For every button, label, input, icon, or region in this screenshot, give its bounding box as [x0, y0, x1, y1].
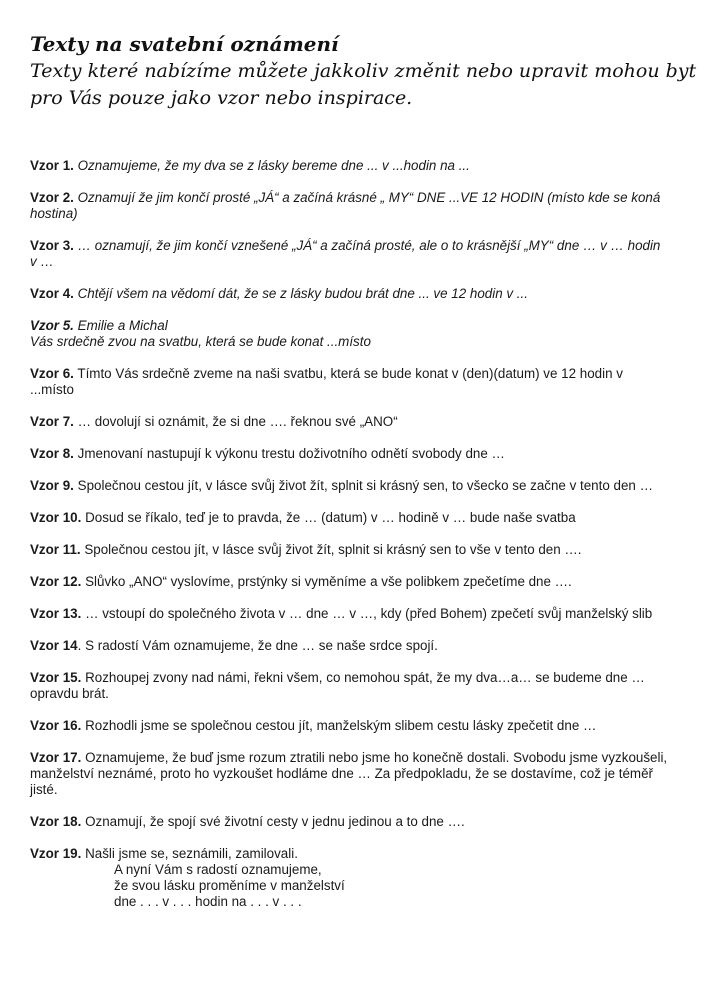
item-text: Jmenovaní nastupují k výkonu trestu doživotního odnětí svobody dne …: [77, 446, 505, 461]
item-text: Slůvko „ANO“ vyslovíme, prstýnky si vyměníme a vše polibkem zpečetíme dne ….: [85, 574, 572, 589]
template-item-8: [30, 446, 670, 462]
item-label: Vzor 9.: [30, 478, 74, 493]
item-text: Oznamují že jim končí prosté „JÁ“ a začíná krásné „ MY“ DNE ...VE 12 HODIN (místo kde se koná hostina): [30, 190, 661, 221]
item-label: Vzor 1.: [30, 158, 74, 173]
item-indented-line-2: že svou lásku proměníme v manželství: [114, 878, 345, 893]
template-item-7: [30, 414, 670, 430]
item-text: Oznamujeme, že buď jsme rozum ztratili nebo jsme ho konečně dostali. Svobodu jsme vyzkoušeli, manželství neznámé, proto ho vyzkoušet hodláme dne … Za předpokladu, že se dostavíme, což je téměř jisté.: [30, 750, 668, 797]
item-text: Tímto Vás srdečně zveme na naši svatbu, která se bude konat v (den)(datum) ve 12 hodin v ...místo: [30, 366, 623, 397]
item-text-line-2: Vás srdečně zvou na svatbu, která se bude konat ...místo: [30, 334, 371, 349]
item-text: Chtějí všem na vědomí dát, že se z lásky budou brát dne ... ve 12 hodin v ...: [77, 286, 528, 301]
template-item-10: [30, 510, 670, 526]
item-label: Vzor 3.: [30, 238, 74, 253]
template-item-1: [30, 158, 670, 174]
item-text: Rozhodli jsme se společnou cestou jít, manželským slibem cestu lásky zpečetit dne …: [85, 718, 597, 733]
template-item-15: [30, 670, 670, 702]
item-text: Společnou cestou jít, v lásce svůj život žít, splnit si krásný sen, to všecko se začne v tento den …: [77, 478, 653, 493]
template-item-4: [30, 286, 670, 302]
item-text: . S radostí Vám oznamujeme, že dne … se naše srdce spojí.: [77, 638, 438, 653]
template-item-9: [30, 478, 670, 494]
item-label: Vzor 2.: [30, 190, 74, 205]
item-label: Vzor 8.: [30, 446, 74, 461]
item-label: Vzor 10.: [30, 510, 82, 525]
item-text: … dovolují si oznámit, že si dne …. řeknou své „ANO“: [77, 414, 398, 429]
document-title: Texty na svatební oznámení: [30, 32, 339, 56]
item-label: Vzor 4.: [30, 286, 74, 301]
item-text: … oznamují, že jim končí vznešené „JÁ“ a začíná prosté, ale o to krásnější „MY“ dne … v … hodin v …: [30, 238, 661, 269]
template-item-12: [30, 574, 670, 590]
item-label: Vzor 5.: [30, 318, 74, 333]
document-subtitle-line-2: pro Vás pouze jako vzor nebo inspirace.: [30, 87, 413, 109]
item-label: Vzor 12.: [30, 574, 82, 589]
document-header: [30, 30, 710, 112]
template-item-17: [30, 750, 670, 798]
template-item-5: [30, 318, 670, 350]
template-item-14: [30, 638, 670, 654]
item-text: Emilie a Michal: [77, 318, 168, 333]
item-label: Vzor 15.: [30, 670, 82, 685]
template-item-3: [30, 238, 670, 270]
item-text: Oznamují, že spojí své životní cesty v jednu jedinou a to dne ….: [85, 814, 465, 829]
template-item-2: [30, 190, 670, 222]
item-text: Oznamujeme, že my dva se z lásky bereme dne ... v ...hodin na ...: [77, 158, 470, 173]
item-label: Vzor 13.: [30, 606, 82, 621]
item-text: Rozhoupej zvony nad námi, řekni všem, co nemohou spát, že my dva…a… se budeme dne … opravdu brát.: [30, 670, 645, 701]
template-item-6: [30, 366, 670, 398]
item-indented-line-1: A nyní Vám s radostí oznamujeme,: [114, 862, 322, 877]
template-list: [30, 158, 670, 926]
template-item-16: [30, 718, 670, 734]
document-subtitle-line-1: Texty které nabízíme můžete jakkoliv změnit nebo upravit mohou byt: [30, 60, 697, 82]
item-indented-line-3: dne . . . v . . . hodin na . . . v . . .: [114, 894, 302, 909]
item-text: Společnou cestou jít, v lásce svůj život žít, splnit si krásný sen to vše v tento den ….: [84, 542, 582, 557]
item-label: Vzor 14: [30, 638, 78, 653]
template-item-13: [30, 606, 670, 622]
item-label: Vzor 6.: [30, 366, 74, 381]
item-label: Vzor 11.: [30, 542, 81, 557]
template-item-18: [30, 814, 670, 830]
item-text: Dosud se říkalo, teď je to pravda, že … (datum) v … hodině v … bude naše svatba: [85, 510, 576, 525]
template-item-11: [30, 542, 670, 558]
item-text: Našli jsme se, seznámili, zamilovali.: [85, 846, 298, 861]
item-label: Vzor 17.: [30, 750, 82, 765]
item-label: Vzor 16.: [30, 718, 82, 733]
item-label: Vzor 18.: [30, 814, 82, 829]
item-label: Vzor 7.: [30, 414, 74, 429]
template-item-19: [30, 846, 670, 910]
item-label: Vzor 19.: [30, 846, 82, 861]
item-text: … vstoupí do společného života v … dne … v …, kdy (před Bohem) zpečetí svůj manželský slib: [85, 606, 653, 621]
